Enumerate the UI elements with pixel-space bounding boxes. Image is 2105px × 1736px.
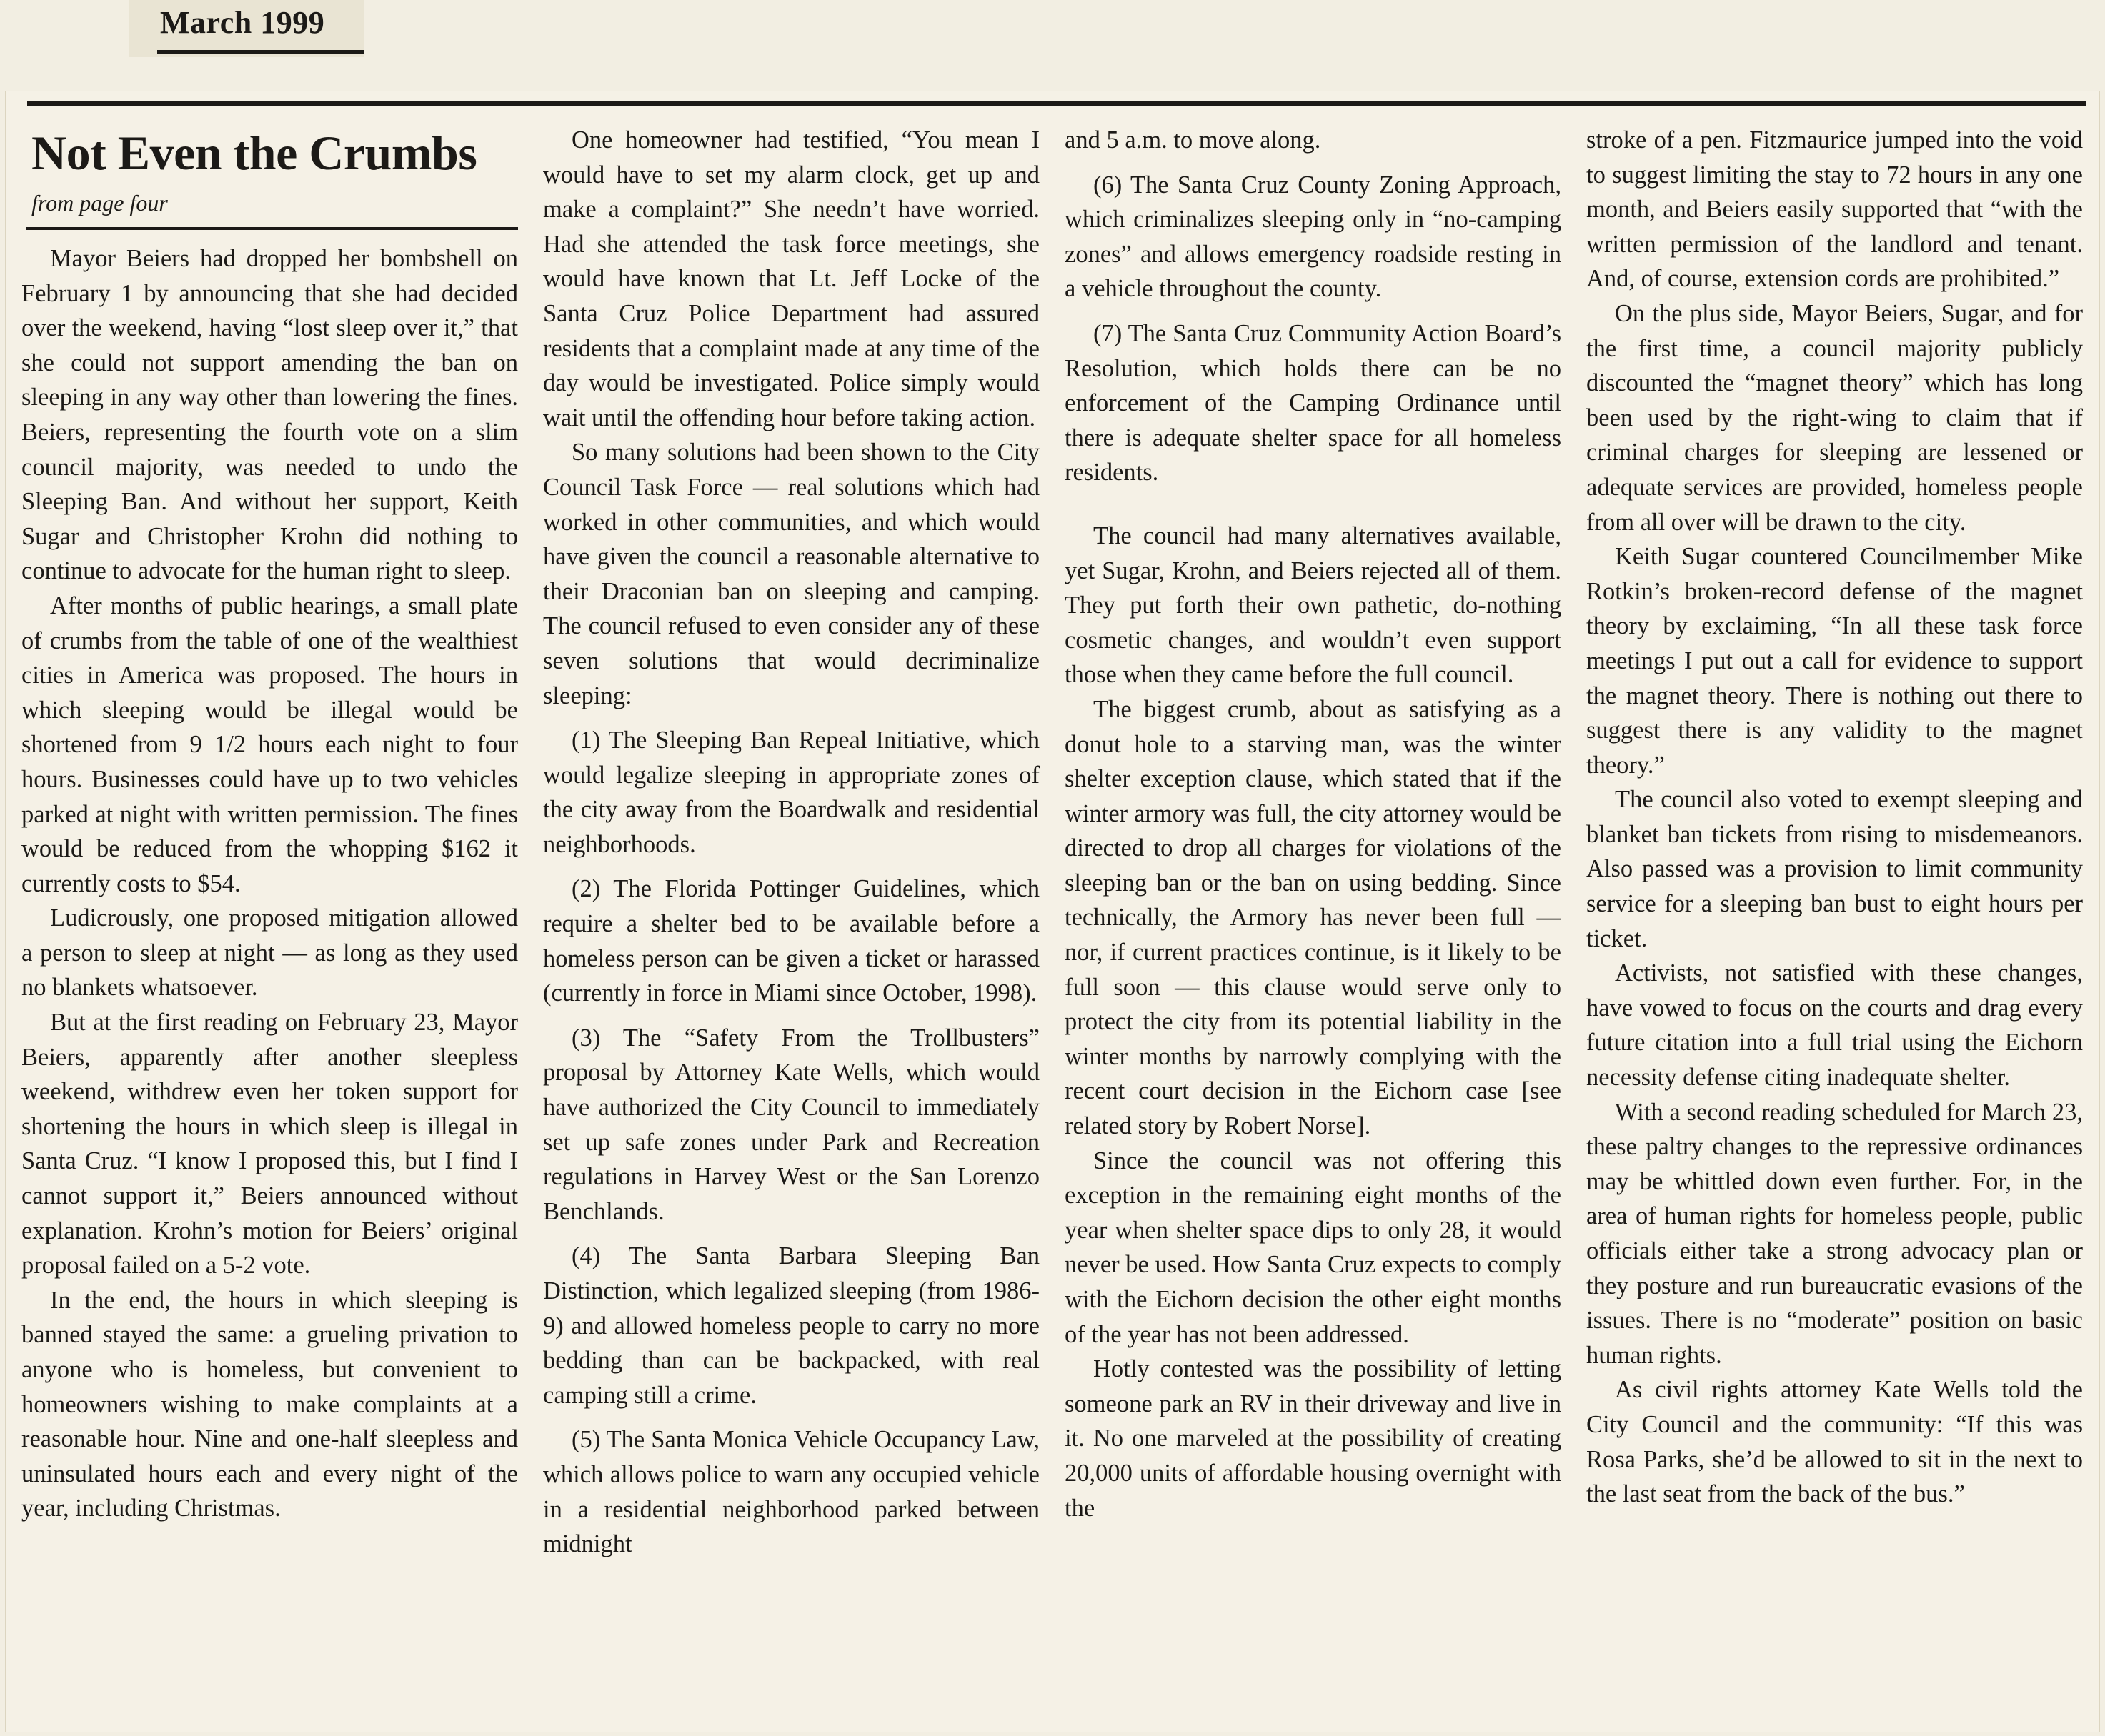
paragraph: On the plus side, Mayor Beiers, Sugar, and for the first time, a council majority publicly discounted the “magnet theory” which has long been used by the right-wing to claim that if criminal charges for sleeping are lessened or adequate services are provided, homeless people from all over will be drawn to the city. — [1586, 299, 2083, 536]
list-item: (4) The Santa Barbara Sleeping Ban Distinction, which legalized sleeping (from 1986-9) and allowed homeless people to carry no more bedding than can be backpacked, with real camping still a crime. — [543, 1242, 1040, 1409]
paragraph: The council had many alternatives available, yet Sugar, Krohn, and Beiers rejected all of them. They put forth their own pathetic, do-nothing cosmetic changes, and wouldn’t even support those when they came before the full council. — [1065, 522, 1561, 689]
paragraph: But at the first reading on February 23, Mayor Beiers, apparently after another sleepless weekend, withdrew even her token support for shortening the hours in which sleep is illegal in Santa Cruz. “I know I proposed this, but I find I cannot support it,” Beiers announced without explanation. Krohn’s motion for Beiers’ original proposal failed on a 5-2 vote. — [21, 1009, 518, 1279]
top-rule — [27, 101, 2086, 106]
paragraph: Since the council was not offering this exception in the remaining eight months of the year when shelter space dips to only 28, it would never be used. How Santa Cruz expects to comply with the Eichorn decision the other eight months of the year has not been addressed. — [1065, 1147, 1561, 1348]
list-item: (7) The Santa Cruz Community Action Board’s Resolution, which holds there can be no enforcement of the Camping Ordinance until there is adequate shelter space for all homeless residents. — [1065, 319, 1561, 487]
dateline: March 1999 — [160, 5, 325, 40]
paragraph: Ludicrously, one proposed mitigation allowed a person to sleep at night — as long as they used no blankets whatsoever. — [21, 904, 518, 1002]
column-2 — [543, 123, 1040, 1716]
paragraph: With a second reading scheduled for March 23, these paltry changes to the repressive ordinances may be whittled down even further. For, in the area of human rights for homeless people, public officials either take a strong advocacy plan or they posture and run bureaucratic evasions of the issues. There is no “moderate” position on basic human rights. — [1586, 1098, 2083, 1369]
column-4 — [1586, 123, 2083, 1716]
dateline-strip — [129, 0, 364, 57]
paragraph: Activists, not satisfied with these changes, have vowed to focus on the courts and drag every future citation into a full trial using the Eichorn necessity defense citing inadequate shelter. — [1586, 959, 2083, 1092]
paragraph: After months of public hearings, a small plate of crumbs from the table of one of the wealthiest cities in America was proposed. The hours in which sleeping would be illegal would be shortened from 9 1/2 hours each night to four hours. Businesses could have up to two vehicles parked at night with written permission. The fines would be reduced from the whopping $162 it currently costs to $54. — [21, 592, 518, 897]
list-item: (5) The Santa Monica Vehicle Occupancy Law, which allows police to warn any occupied vehicle in a residential neighborhood parked between midnight — [543, 1426, 1040, 1558]
paragraph: So many solutions had been shown to the City Council Task Force — real solutions which had worked in other communities, and which would have given the council a reasonable alternative to their Draconian ban on sleeping and camping. The council refused to even consider any of these seven solutions that would decriminalize sleeping: — [543, 439, 1040, 709]
list-item: (1) The Sleeping Ban Repeal Initiative, which would legalize sleeping in appropriate zones of the city away from the Boardwalk and residential neighborhoods. — [543, 727, 1040, 858]
paragraph: and 5 a.m. to move along. — [1065, 126, 1321, 154]
kicker: from page four — [31, 190, 168, 216]
headline-rule — [26, 227, 518, 230]
paragraph: Mayor Beiers had dropped her bombshell on February 1 by announcing that she had decided over the weekend, having “lost sleep over it,” that she could not support amending the ban on sleeping in any way other than lowering the fines. Beiers, representing the fourth vote on a slim council majority, was needed to undo the Sleeping Ban. And without her support, Keith Sugar and Christopher Krohn did nothing to continue to advocate for the human right to sleep. — [21, 245, 518, 585]
headline: Not Even the Crumbs — [31, 126, 477, 180]
list-item: (2) The Florida Pottinger Guidelines, which require a shelter bed to be available before a homeless person can be given a ticket or harassed (currently in force in Miami since October, 1998). — [543, 875, 1040, 1007]
paragraph: As civil rights attorney Kate Wells told the City Council and the community: “If this was Rosa Parks, she’d be allowed to sit in the next to the last seat from the back of the bus.” — [1586, 1376, 2083, 1508]
column-3 — [1065, 123, 1561, 1716]
newspaper-clipping — [6, 91, 2099, 1732]
paragraph: The biggest crumb, about as satisfying as a donut hole to a starving man, was the winter shelter exception clause, which stated that if the winter armory was full, the city attorney would be directed to drop all charges for violations of the sleeping ban or the ban on using bedding. Since technically, the Armory has never been full — nor, if current practices continue, is it likely to be full soon — this clause would serve only to protect the city from its potential liability in the winter months by narrowly complying with the recent court decision in the Eichorn case [see related story by Robert Norse]. — [1065, 695, 1561, 1140]
dateline-rule — [157, 50, 364, 54]
paragraph: Hotly contested was the possibility of letting someone park an RV in their driveway and live in it. No one marveled at the possibility of creating 20,000 units of affordable housing overnight with the — [1065, 1355, 1561, 1522]
paragraph: In the end, the hours in which sleeping is banned stayed the same: a grueling privation to anyone who is homeless, but convenient to homeowners wishing to make complaints at a reasonable hour. Nine and one-half sleepless and uninsulated hours each and every night of the year, including Christmas. — [21, 1286, 518, 1522]
column-1 — [21, 123, 518, 1716]
paragraph: The council also voted to exempt sleeping and blanket ban tickets from rising to misdemeanors. Also passed was a provision to limit community service for a sleeping ban bust to eight hours per ticket. — [1586, 786, 2083, 952]
list-item: (6) The Santa Cruz County Zoning Approach, which criminalizes sleeping only in “no-camping zones” and allows emergency roadside resting in a vehicle throughout the county. — [1065, 171, 1561, 303]
paragraph: Keith Sugar countered Councilmember Mike Rotkin’s broken-record defense of the magnet theory by exclaiming, “In all these task force meetings I put out a call for evidence to support the magnet theory. There is nothing out there to suggest there is any validity to the magnet theory.” — [1586, 543, 2083, 779]
paragraph: stroke of a pen. Fitzmaurice jumped into the void to suggest limiting the stay to 72 hours in any one month, and Beiers easily supported that “with the written permission of the landlord and tenant. And, of course, extension cords are prohibited.” — [1586, 126, 2083, 293]
paragraph: One homeowner had testified, “You mean I would have to set my alarm clock, get up and make a complaint?” She needn’t have worried. Had she attended the task force meetings, she would have known that Lt. Jeff Locke of the Santa Cruz Police Department had assured residents that a complaint made at any time of the day would be investigated. Police simply would wait until the offending hour before taking action. — [543, 126, 1040, 431]
list-item: (3) The “Safety From the Trollbusters” proposal by Attorney Kate Wells, which would have authorized the City Council to immediately set up safe zones under Park and Recreation regulations in Harvey West or the San Lorenzo Benchlands. — [543, 1024, 1040, 1225]
